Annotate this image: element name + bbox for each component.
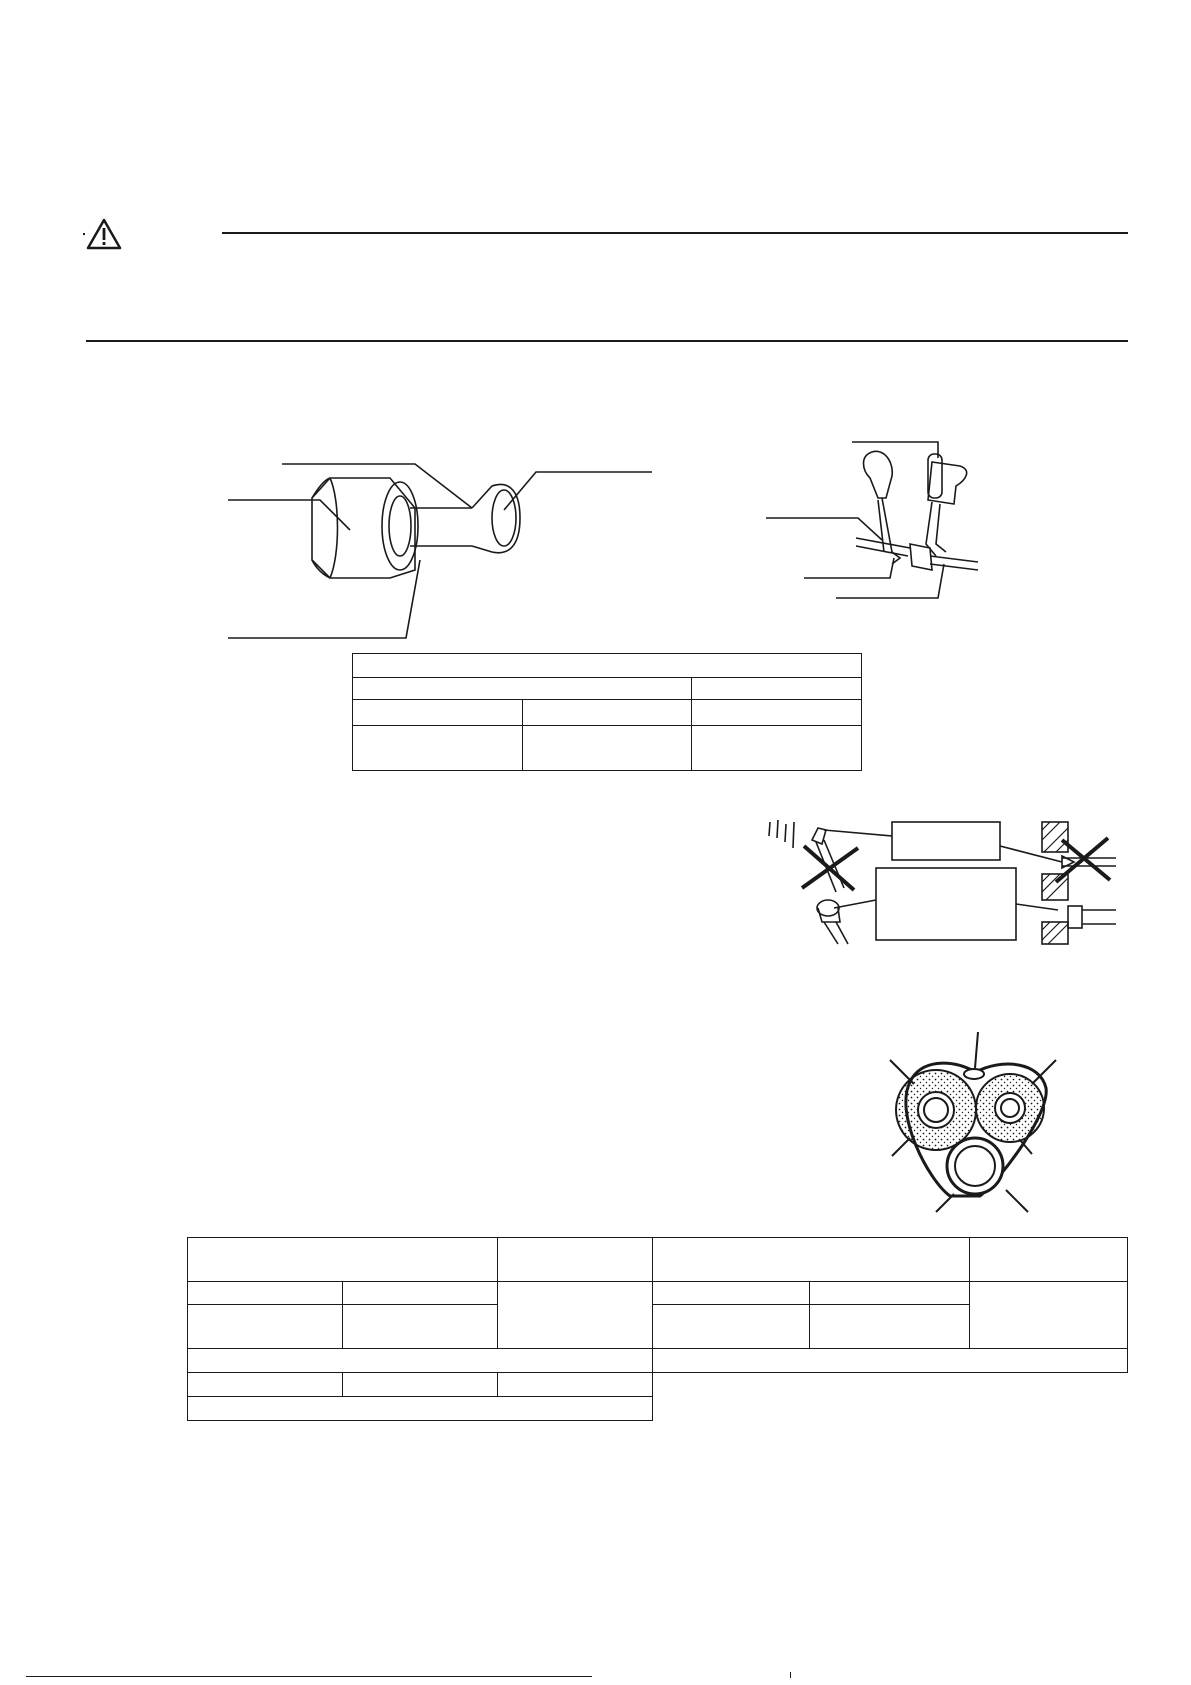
spec-cell: [188, 1397, 653, 1421]
torque-table-header-right: [692, 678, 862, 700]
spec-cell: [343, 1373, 498, 1397]
pipe-bundle-figure: [880, 1030, 1070, 1210]
caution-dot: [83, 233, 85, 235]
spec-cell: [498, 1282, 653, 1349]
caution-bottom-rule: [86, 340, 1128, 342]
flare-nut-figure: [220, 460, 660, 645]
spec-cell: [653, 1282, 810, 1305]
spec-cell: [343, 1305, 498, 1349]
spec-header-cell: [970, 1238, 1128, 1282]
spec-header-cell: [188, 1238, 498, 1282]
spec-cell: [498, 1373, 653, 1397]
spec-cell: [653, 1349, 1128, 1373]
spec-header-cell: [498, 1238, 653, 1282]
torque-table-cell: [353, 700, 523, 726]
spec-empty-area: [653, 1397, 1128, 1421]
spec-cell: [188, 1349, 653, 1373]
spec-header-cell: [653, 1238, 970, 1282]
spec-cell: [810, 1305, 970, 1349]
spec-cell: [970, 1282, 1128, 1349]
two-wrenches-figure: [760, 440, 1010, 605]
piping-spec-table: [187, 1237, 1128, 1421]
torque-table-cell: [692, 726, 862, 771]
spec-cell: [810, 1282, 970, 1305]
tightening-torque-table: [352, 653, 862, 771]
spec-empty-area: [653, 1373, 1128, 1397]
torque-table-title-cell: [353, 654, 862, 678]
spec-cell: [653, 1305, 810, 1349]
torque-table-cell: [522, 700, 692, 726]
spec-cell: [188, 1282, 343, 1305]
spec-cell: [188, 1373, 343, 1397]
spec-cell: [188, 1305, 343, 1349]
torque-table-cell: [353, 726, 523, 771]
warning-triangle-icon: [86, 218, 122, 250]
footer-rule: [26, 1676, 592, 1677]
footer-mark: [790, 1672, 791, 1678]
spec-cell: [343, 1282, 498, 1305]
torque-table-cell: [692, 700, 862, 726]
torque-table-cell: [522, 726, 692, 771]
torque-table-header-left: [353, 678, 692, 700]
caution-top-rule: [222, 232, 1128, 234]
flare-inspection-figure: [766, 818, 1126, 944]
